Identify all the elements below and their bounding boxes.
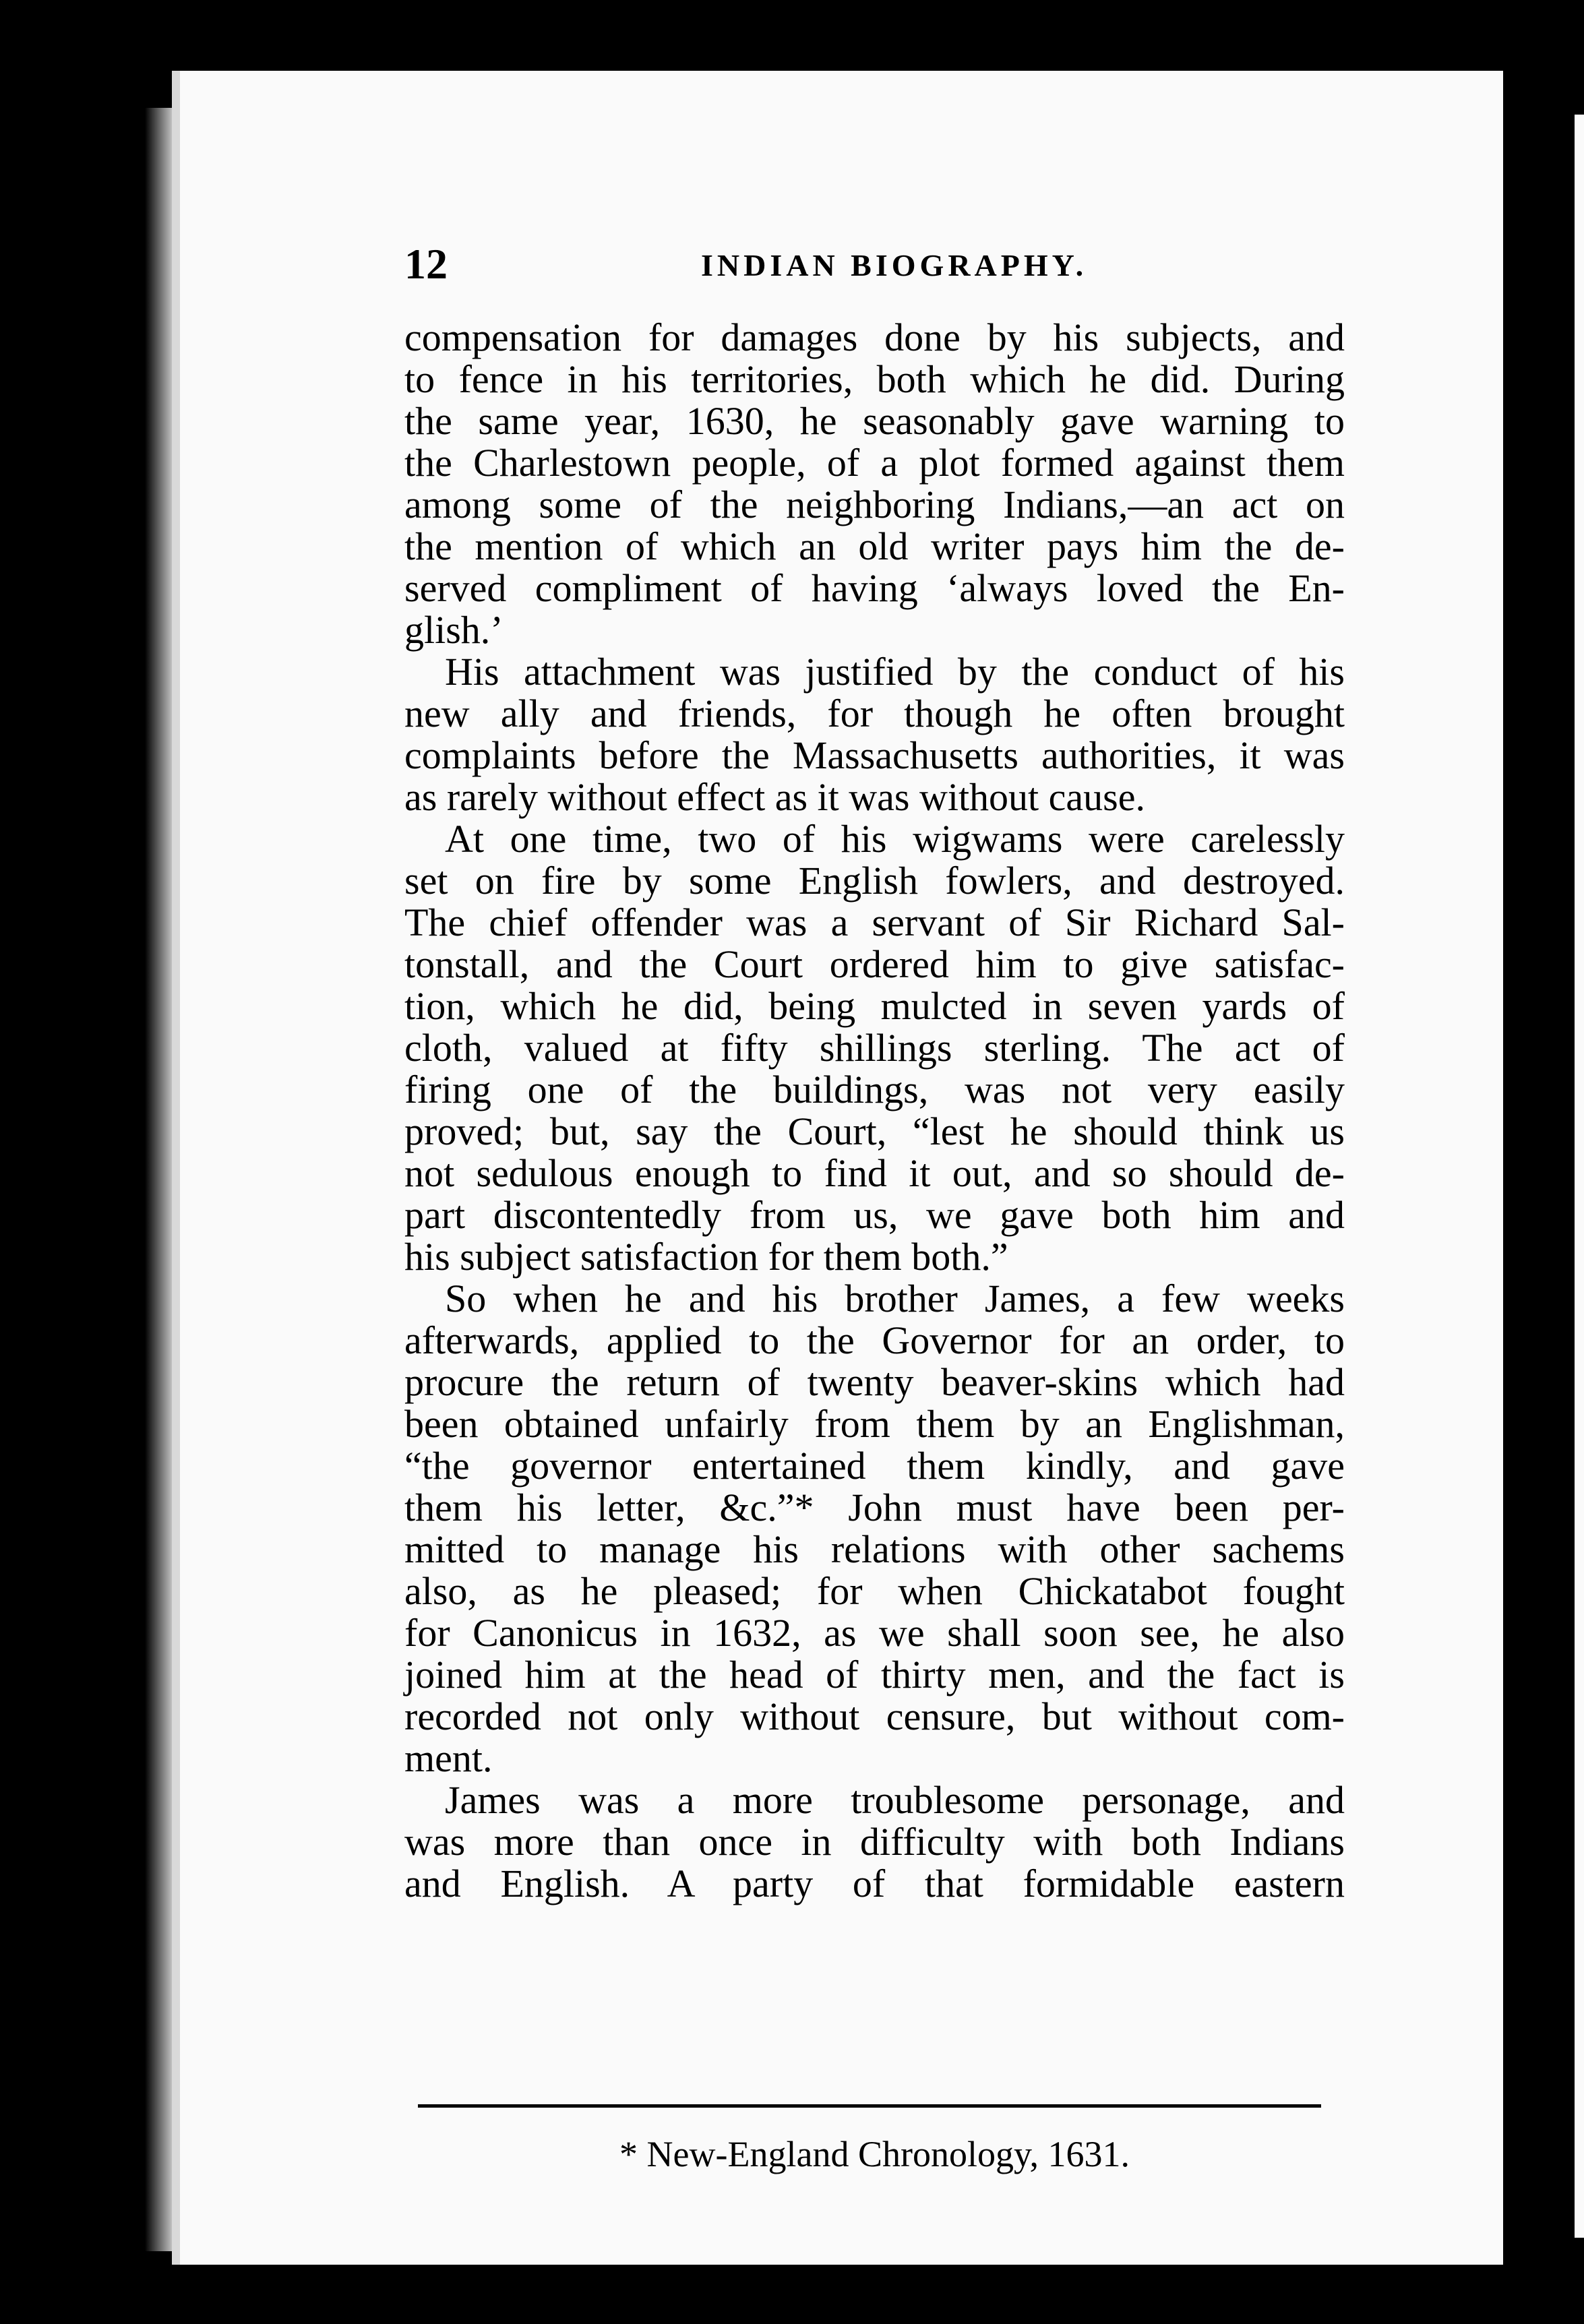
text-line: mitted to manage his relations with other sachems	[404, 1527, 1345, 1571]
text-line: compensation for damages done by his subjects, and	[404, 315, 1345, 359]
text-line: also, as he pleased; for when Chickatabot fought	[404, 1569, 1345, 1613]
text-line: So when he and his brother James, a few weeks	[445, 1277, 1345, 1320]
text-line: new ally and friends, for though he often brought	[404, 692, 1345, 735]
text-line: James was a more troublesome personage, and	[445, 1778, 1345, 1822]
text-line: set on fire by some English fowlers, and destroyed.	[404, 859, 1345, 903]
text-line: His attachment was justified by the conduct of his	[445, 650, 1345, 694]
text-line: as rarely without effect as it was without cause.	[404, 775, 1145, 819]
running-head: INDIAN BIOGRAPHY.	[701, 248, 1088, 282]
body-text	[404, 317, 1345, 1905]
text-line: his subject satisfaction for them both.”	[404, 1235, 1008, 1279]
text-line: firing one of the buildings, was not very easily	[404, 1068, 1345, 1111]
text-line: cloth, valued at fifty shillings sterling. The act of	[404, 1026, 1345, 1070]
footnote-rule	[418, 2104, 1321, 2108]
text-line: tonstall, and the Court ordered him to give satisfac-	[404, 942, 1345, 986]
text-line: part discontentedly from us, we gave both him and	[404, 1193, 1345, 1237]
text-line: them his letter, &c.”* John must have been per-	[404, 1486, 1345, 1529]
text-line: ment.	[404, 1736, 493, 1780]
text-line: joined him at the head of thirty men, and the fact is	[404, 1653, 1345, 1696]
facing-page-edge	[1575, 115, 1584, 2238]
text-line: procure the return of twenty beaver-skins which had	[404, 1360, 1345, 1404]
text-line: proved; but, say the Court, “lest he should think us	[404, 1109, 1345, 1153]
text-line: and English. A party of that formidable eastern	[404, 1862, 1345, 1905]
page-edge-shadow	[145, 108, 172, 2251]
text-line: to fence in his territories, both which he did. During	[404, 357, 1345, 401]
text-line: afterwards, applied to the Governor for an order, to	[404, 1318, 1345, 1362]
text-line: “the governor entertained them kindly, and gave	[404, 1444, 1345, 1488]
text-line: among some of the neighboring Indians,—an act on	[404, 483, 1345, 526]
text-line: served compliment of having ‘always loved the En-	[404, 566, 1345, 610]
text-line: was more than once in difficulty with both Indians	[404, 1820, 1345, 1864]
footnote: * New-England Chronology, 1631.	[619, 2134, 1130, 2174]
text-line: complaints before the Massachusetts authorities, it was	[404, 733, 1345, 777]
text-line: the mention of which an old writer pays him the de-	[404, 524, 1345, 568]
text-line: recorded not only without censure, but without com-	[404, 1694, 1345, 1738]
page-number: 12	[404, 240, 448, 288]
text-line: The chief offender was a servant of Sir Richard Sal-	[404, 900, 1345, 944]
text-line: not sedulous enough to find it out, and so should de-	[404, 1151, 1345, 1195]
text-line: At one time, two of his wigwams were carelessly	[445, 817, 1345, 861]
text-line: tion, which he did, being mulcted in seven yards of	[404, 984, 1345, 1028]
text-line: been obtained unfairly from them by an Englishman,	[404, 1402, 1345, 1446]
text-line: the Charlestown people, of a plot formed against them	[404, 441, 1345, 485]
page-header	[404, 239, 1348, 286]
text-line: glish.’	[404, 608, 504, 652]
text-line: for Canonicus in 1632, as we shall soon see, he also	[404, 1611, 1345, 1655]
text-line: the same year, 1630, he seasonably gave warning to	[404, 399, 1345, 443]
